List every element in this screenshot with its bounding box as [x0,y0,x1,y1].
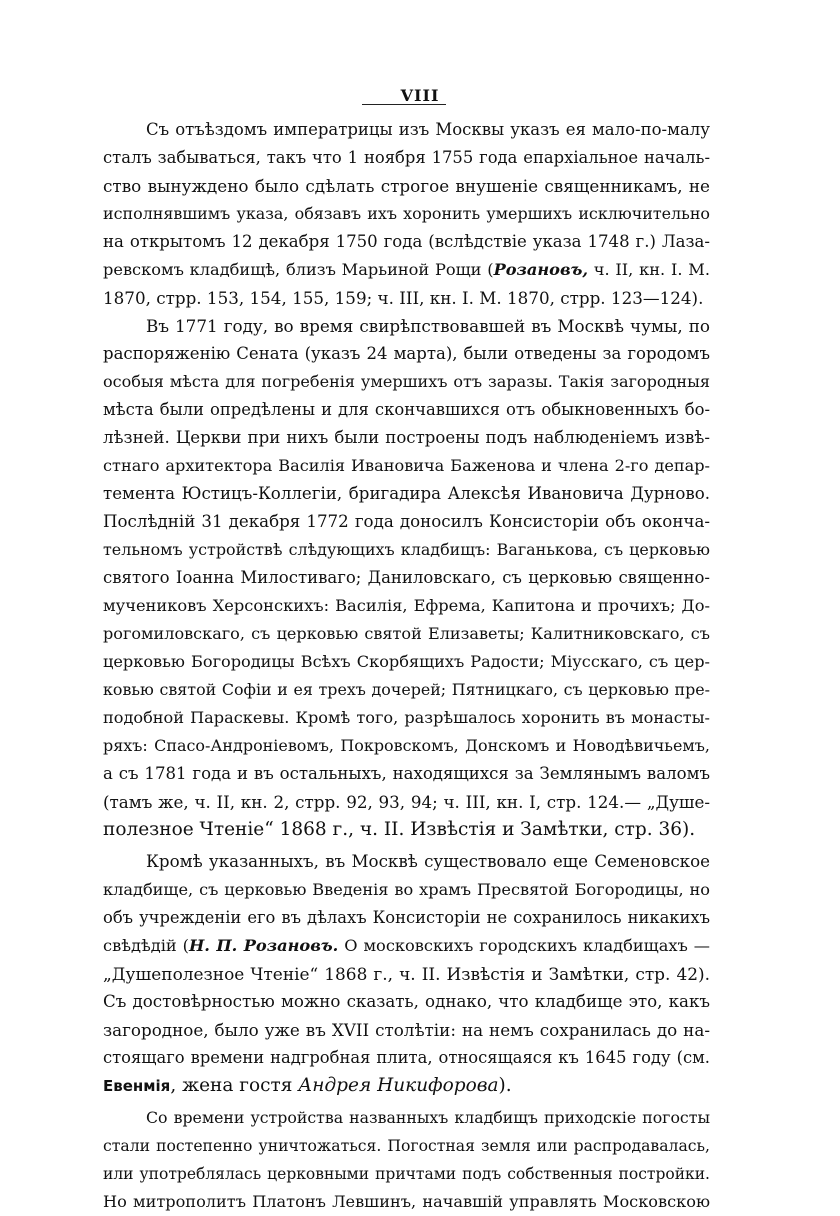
text-segment: ч. II, кн. I. M. [587,260,710,279]
text-line: на открытомъ 12 декабря 1750 года (вслѣдствіе указа 1748 г.) Лаза- [103,232,710,251]
text-line: загородное, было уже въ XVII столѣтіи: на немъ сохранилась до на- [103,1020,710,1040]
text-line: распоряженію Сената (указъ 24 марта), были отведены за городомъ [103,344,710,363]
text-line: кладбище, съ церковью Введенія во храмъ Пресвятой Богородицы, но [103,880,710,899]
text-line: рогомиловскаго, съ церковью святой Елизаветы; Калитниковскаго, съ [103,624,710,643]
text-line: темента Юстицъ-Коллегіи, бригадира Алексѣя Ивановича Дурново. [103,484,710,503]
text-line [103,1074,710,1100]
text-line: ряхъ: Спасо-Андроніевомъ, Покровскомъ, Донскомъ и Новодѣвичьемъ, [103,736,710,755]
page-number-rule [362,104,446,105]
page-number: VIII [400,86,440,105]
text-line: стоящаго времени надгробная плита, относящаяся къ 1645 году (см. [103,1048,710,1067]
text-line: полезное Чтеніе“ 1868 г., ч. II. Извѣстія и Замѣтки, стр. 36). [103,819,696,840]
text-line: стали постепенно уничтожаться. Погостная земля или распродавалась, [103,1136,710,1155]
text-line: или употреблялась церковными причтами подъ собственныя постройки. [103,1165,710,1183]
text-line: Съ отъѣздомъ императрицы изъ Москвы указъ ея мало-по-малу [146,120,710,139]
text-line: церковью Богородицы Всѣхъ Скорбящихъ Радости; Міусскаго, съ цер- [103,652,710,671]
text-line: особыя мѣста для погребенія умершихъ отъ заразы. Такія загородныя [103,372,710,391]
text-line: тельномъ устройствѣ слѣдующихъ кладбищъ: Ваганькова, съ церковью [103,540,710,559]
text-segment: О московскихъ городскихъ кладбищахъ — [338,936,710,955]
text-line: мѣста были опредѣлены и для скончавшихся отъ обыкновенныхъ бо- [103,400,710,419]
text-segment: ). [498,1075,512,1096]
text-segment: свѣдѣдій ( [103,936,189,955]
text-line: 1870, стрр. 153, 154, 155, 159; ч. III, кн. I. M. 1870, стрр. 123—124). [103,288,704,308]
text-line: Со времени устройства названныхъ кладбищъ приходскіе погосты [146,1108,710,1127]
text-line: а съ 1781 года и въ остальныхъ, находящихся за Землянымъ валомъ [103,764,710,783]
text-line: Кромѣ указанныхъ, въ Москвѣ существовало еще Семеновское [146,852,710,871]
citation-author: Розановъ, [493,260,588,279]
text-line: Но митрополитъ Платонъ Левшинъ, начавшій управлять Московскою [103,1192,710,1211]
text-line: подобной Параскевы. Кромѣ того, разрѣшалось хоронить въ монасты- [103,708,710,727]
text-line: „Душеполезное Чтеніе“ 1868 г., ч. II. Извѣстія и Замѣтки, стр. 42). [103,964,710,984]
text-line: Въ 1771 году, во время свирѣпствовавшей въ Москвѣ чумы, по [146,316,710,336]
text-line: исполнявшимъ указа, обязавъ ихъ хоронить умершихъ исключительно [103,204,710,223]
text-line: объ учрежденіи его въ дѣлахъ Консисторіи не сохранилось никакихъ [103,908,710,927]
text-line: ковью святой Софіи и ея трехъ дочерей; Пятницкаго, съ церковью пре- [103,680,710,699]
text-line: стнаго архитектора Василія Ивановича Баженова и члена 2-го депар- [103,456,710,475]
text-line: сталъ забываться, такъ что 1 ноября 1755 года епархіальное началь- [103,148,710,167]
name-andrey: Андрея Никифорова [298,1075,499,1096]
text-line: Съ достовѣрностью можно сказать, однако, что кладбище это, какъ [103,992,710,1011]
citation-author: Н. П. Розановъ. [188,936,339,955]
text-line: (тамъ же, ч. II, кн. 2, стрр. 92, 93, 94; ч. III, кн. I, стр. 124.— „Душе- [103,792,710,812]
name-evfimia: Евенмія [103,1077,171,1095]
text-line: ство вынуждено было сдѣлать строгое внушеніе священникамъ, не [103,176,710,196]
text-line: святого Іоанна Милостиваго; Даниловскаго, съ церковью священно- [103,568,710,587]
text-segment: ревскомъ кладбищѣ, близъ Марьиной Рощи ( [103,260,494,279]
text-line [103,258,710,284]
text-line [103,934,710,960]
text-line: лѣзней. Церкви при нихъ были построены подъ наблюденіемъ извѣ- [103,428,710,447]
text-segment: , жена гостя [170,1075,299,1096]
text-line: Послѣдній 31 декабря 1772 года доносилъ Консисторіи объ оконча- [103,512,710,531]
text-line: мучениковъ Херсонскихъ: Василія, Ефрема, Капитона и прочихъ; До- [103,596,710,615]
